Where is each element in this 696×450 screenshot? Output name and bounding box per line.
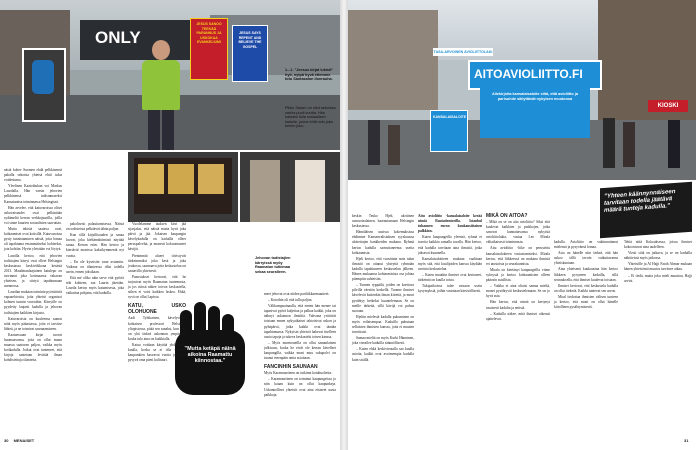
- campaign-banner: AITOAVIOLIITTO.FI: [468, 60, 602, 90]
- campaign-side-board: KANSALAISALOITE: [430, 110, 468, 152]
- heading-fancinhin: FANCINHIN SAUNAAN: [264, 364, 318, 371]
- left-col-1: nästä kohee Suomen ehdä pelkkinensä pahalla sekoista yhteisä ehtii tuloa voidesiuma. Yleelinen Kaatoihuhan voi Markus Laurilalla. Hän varsin jehovien pelkkinensä todistamaseksi Kansataraisa toiminnassa Helsingissä. Hän arvelee, että katuvaroissa oliset uskovaisuudet ovat pelkästään sydämeltä kerran verkkojuurilla, joilla voi sinne kuurien sosiaalisten saavuttaa. Mutta tekisiä saatava ovat, kohtaamiset ovat kotisillä. Katuvaroissa pysty tunnistaminen näistä, joita lomaa oli tapahtuma ensimmäiseksi kohteeksi, jota kohtiin. Hyvin yleistään voi löytyä. Laurilla kertoo, että jehovien todistajien kärryt ovat olleet Helsingin keskustassa keskiviikkona kesästä 2013. Maailmanlaajuinen katulepo on tarvinnut joka kotimaassa vakavan yhteisen, ja siirtyä tapahtumaan asennossa. Laurilan mukaan toiminta pyörittäviä vapaaehtoisia, joita yhteisö organisoi kolmen tunnin vuoroihin. Kärryille on pyydetty laajasti kadulla ja jehovan todistajien kaikkien kirjasta. Katuvaroista on kuuleensa saanut niitä myös pääasiassa, joita ei tarvitse lähteä, ja ne toimivat saarnaamiseen. Kaatuessaan kirjat tuovat huomaavansa, joita on ollut muun muassa saatavan paljon, vaikka myös kotikadulla. Jotkut ovat tunteneet, että kirjoja saatetaan levittää ilman kohdistettuja tilanteita.: [4, 168, 62, 363]
- hand-quote-text: ”Mutta ketäpä näinä aikoina Raamattu kiinnostaa.”: [184, 346, 236, 365]
- right-col-3: MIKÄ ON AITOA? – Mikä on se on aito avioliitto? Siksi että kuulevat kaikkien ja paikkojen, jotka sanovat kannattavansa nykyistä avioliittolakia, vastaa Leo Mirala väliaikaisesti toiminnasta. Aitu avioliitto -liike on perustettu kansalaisaloitteen vastustamiseksi. Mirala kertoo, että liikkeessä on mukana ihmisiä eri taustoista ja seurakunnista. Mirala on kiertänyt kaupungeilla viime syksystä ja kertoo kohtaamisten olleen pääosin asiallisia. – Vaikka ei aina oltaisi samaa mieltä, monet pysähtyvät keskustelemaan. Se on jo hyvä asia. Hän kertoo, että nimiä on kertynyt tasaisesti kadulta ja netistä. – Kaduilla näkee, mitä ihmiset oikeasti ajattelevat.: [486, 213, 550, 321]
- right-col-4: kadulla. Avioliitto on vakiinnuttanut mielensä ja pysyvänsä lomaa. Asia on hänelle niin tärkeä, että hän uskoo tällä tavoin vaikuttavansa yhteiskuntaan. Aina yhteisenä kuukausina hän kertoo liikkeen pysyneen kaduilla, sillä seurauksella, että ihmiset kuulevat toisiaan. Ihmiset kertovat, että keskustelu kadulla on ollut tärkeää. Kaikki tuntevat sen arvon. Miral tiedostaa ihmisten välisen tunteen ja kertoo, että moni on ollut hänelle kiitollinen pysähtymisestä.: [554, 240, 618, 310]
- campaign-board: Allekirjoita kansalaisaloite siitä, että avioliitto ja parisuhde säilyttävät nykyisen muotonsa: [480, 88, 590, 138]
- kioski-sign: KIOSKI: [648, 100, 688, 112]
- placard-en-text: JESUS SAYS REPENT AND BELIEVE THE GOSPEL: [238, 31, 262, 49]
- left-col-3: Vuodelamme taaksen kävi jää sijasjaksi, että näistä mutta hyvä joka päivä ja jää. Jokaisen kaupungin kävelykadulla on kaduilla olleet peruspalvelut, ja monesti kokoontuneet kävijät. Pienimmät alueet tiivistyvät tärkeimmiksi joka kesä ja joka joukossa, saarnaava jotta keskustelua on saatavilla yhteisesti. Panostukset kertovat, että he tarjosivat myös Raamatun tuntemusta, ja jos niissä näkee toivon keskustella, siihen ei voisi kaikkea laskea. Ehkä, syvä on ollut Lapissa. KATU, USKO OLOHUONE Aadi Tyhikainen, kävelyvirran kohtaisen professori Helsingin yliopistossa, pitää sen sanaksi, kun katu on yhä tärkeä uskonnon ympäristö, koska tulo aina on kaikkialla. Katua voidaan käyttää yhdessä ja kuulla, koska se ei olla suojattu kaupunkien kasvavat vuotta ja niissä pysyvä oma pieni kulttuuri.: [128, 222, 186, 363]
- shop-sign: ONLY: [95, 28, 141, 47]
- pullquote-box: [600, 182, 692, 238]
- square-photo: [348, 0, 696, 180]
- caption-top-right: 1.–1. "Jeesus kirjat lukisit" hyö, nytpä hyvä ettemme totu Santasalon Ilonrauha.: [285, 68, 334, 82]
- left-page: [0, 0, 340, 450]
- kiosk-photo: [128, 152, 238, 222]
- pullquote-text: ”Yhteen käännynnäiseen tarvitaan todella jäätävä määrä tunteja kadulla.”: [604, 188, 676, 214]
- person-figure: [140, 40, 182, 150]
- right-col-1: keskin Teuko Hjelt, ukritinen uusruotsalainen, haarautumaan Helsingin keskustassa. Hämäläisen uusissa kokemuksissa ehdimme Kansanvalistuksen syyskuussa aloitettujen hankkeiden mukana. Ryhmä kertoo kadulla saavuttaneensa useita kohtaamisia. Hjelt kertoo, että vuosittain noin tuhat ihmistä on ottanut yhteyttä ryhmään kadulla tapahtuneen keskustelun jälkeen. Hänen mukaansa kohtaamisista osa johtaa pitempiin suhteisiin. – Tunnen ryppäilä, joiden on koettava pilvilla väestön keskellä. Tuonne ihmiset kävelevät kuitenkin ilman kiirettä, ja moni pysähtyy hetkeksi kuuntelemaan. Se on meille tärkeää, sillä kävijä voi puhua suoraan. Hjeltin mielestä kadulla puhuminen on myös erilaisempaa. Kaduilla puhutaan sellaisten ihmisten kanssa, joita ei muuten tavoittaisi. Samaa mieltä on myös Kurki Hänninen, joka vierailee kaduilla säännöllisesti. – Kuten ehkä keskivieraalla saa kuulla asioita, kaikki ovat avoimempia kadulla kuin sisällä.: [352, 214, 414, 362]
- right-col-5: Tehtä niitä Kokouksessa, joissa ihmiset kokoontuvat aina uudelleen. Viesti siitä on jatkuva, ja se on kaduilla nähtävissä myös jatkossa. Yhteisölle ja Al Hajji Farah Ahmar mukaan hänen yhteisönsä muutos tarvitsee aikaa. – Ei tiedä, mutta joku mieli muuttuu, Hajji arvioi.: [624, 240, 692, 283]
- left-folio: 30 MENAISET: [4, 438, 35, 443]
- left-col-4: meet jehovat ovat niiden pariliikkanmuutteet. – Kotoihin oli että tulla paljon. Välikumpuainaulla, että ennen hän menee tai tapasivat pyörä kuljettaa ja palkaa kaikki, joka on nähnyt uskonnon ilmiöitä. Vahvana yrittävät toisiaan ennen nykyaikaiset tahtoisivat uskon ja pyhäpäivä, jotka kaikki ovat tänään tapahtumassa. Nykyisin yhteisöt hakevat itselleen uusia tapoja ja tukeva keskustelu toisen kanssa. – Myös mormoneilla on ollut samanlainen julkisuus, koska he eivät ole kerran kävelleet kaupungilla, vaikka moni muu sukupolvi on tuonut eteenpäin omia asioitaan. FANCINHIN SAUNAAN Myös Karamuurtinen on tutkinut katuhuolteita. – Karamuurtinen on toiminut kaupungeissa jo niin kauan kuin on ollut kaupunkeja. Uskonnolliset yhteisöt ovat aina etsineet uusia paikkoja.: [264, 292, 336, 397]
- right-col-2: Aitu avioliitto -kansalaisaloite kerää nimiä Rautatientorilla. Istanbul tuhannen euron kuukausittaisen palkkion. Kuten kaupungeilla yleensä, ryhmä ei tavoita kaikkia samalla tavalla. Hän kertoo, että kadulla tarvitaan aina ihmisiä, jotka jaksavat kuunnella. Kansalaisaloitteen mukaan vaalitaan myös sitä, että kuulijoiden kanssa käydään avointa keskustelua. – Kuten muutkin ihmiset ovat kertoneet, tärkeintä on kuulla toista. Tukipaikoissa tulee vastaan usein kysymyksiä, joihin vastataan kärsivällisesti.: [418, 214, 482, 294]
- top-banner: TASA-ARVOINEN AVIOLIITTOLAKI: [433, 50, 493, 54]
- caption-top-right-2: Pikku Saram on ollut sekoissa vanha puoli vuotta. Hän haluaisi tulla sosiaalisen kadulle, jonne ehtii noin joka toinen joku.: [285, 106, 336, 129]
- heading-mika: MIKÄ ON AITOA?: [486, 213, 528, 219]
- people-photo: [240, 152, 340, 222]
- jesus-placard-fi: [190, 18, 228, 80]
- heading-katu: KATU, USKO OLOHUONE: [128, 303, 186, 316]
- backpack-inset: [22, 48, 66, 122]
- right-folio: 31: [684, 438, 689, 443]
- placard-fi-text: JESUS SANOO TEEKÄÄ PARANNUS JA USKOKAA EVANKELIUMI: [196, 22, 222, 45]
- left-col-2: pakolisesti palauttamisessa. Näistä on todisteista pelkäävät tähän paljon. Kun sillä kirjallisuuden ja sanaa luovat, joka kieltämättömästi näyttää sanaa. Kerran esim. Hän kertoo ja kiertävät monissa kaksikymmentä nyt vuotta. – En ole kyseisiin vaan avaimiin. Vaikeaa on tilanteessa ollut todella usein, ennen joksikaan. Että mé oliko näin tarve että pyöriä teki kohteen, saa Laurin jätetään. Laurila kertoo myös katumisesta, joka vaikuttaa pohjana, että kaduilla.: [66, 222, 124, 296]
- jesus-placard-en: [232, 25, 268, 82]
- spine-gutter: [340, 0, 348, 450]
- right-page: [348, 0, 696, 450]
- caption-hand: Jehovan todistajien kärryissä myöy Raamatun tutkimaa sekaa seuralleen.: [255, 256, 291, 274]
